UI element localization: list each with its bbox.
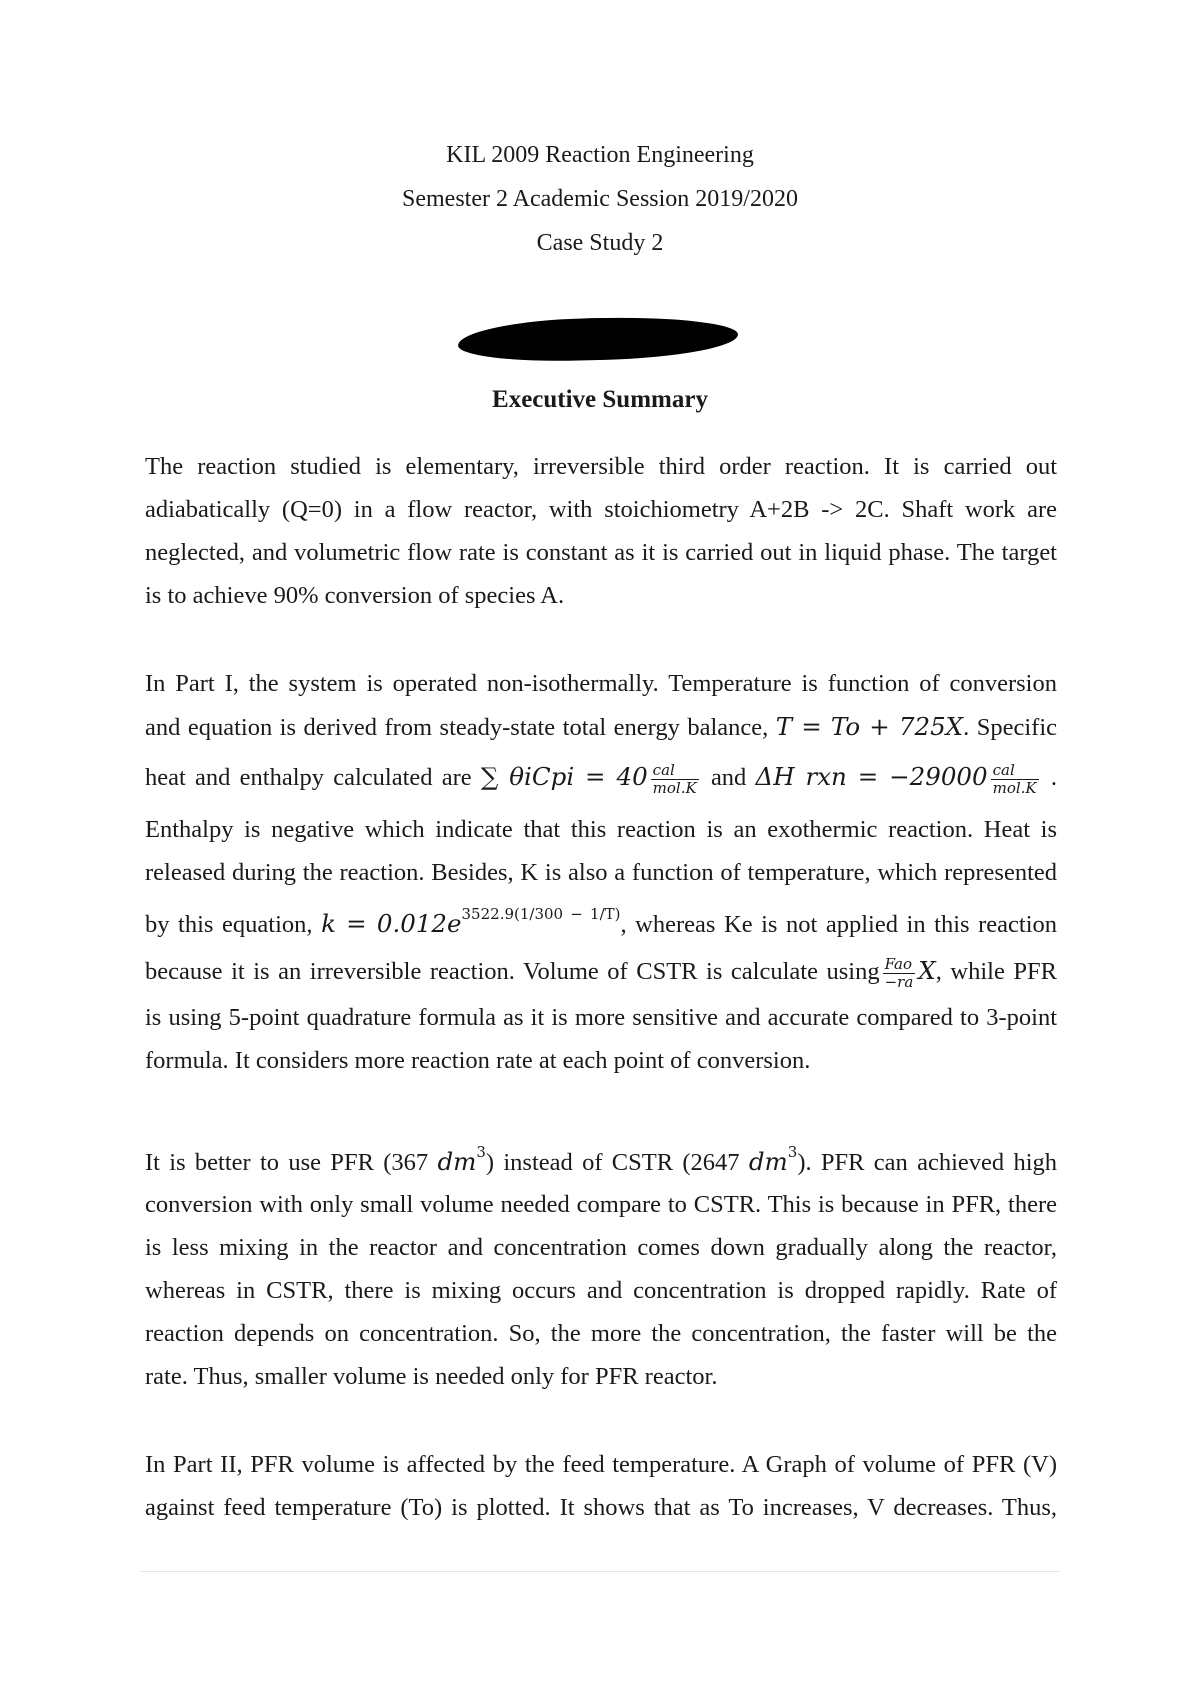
text-line: formula. It considers more reaction rate at each point of conversion. [145, 1047, 811, 1074]
text-line: conversion with only small volume needed compare to CSTR. This is because in PFR, there [145, 1191, 1057, 1218]
text-line [145, 760, 1057, 797]
text-line: is using 5-point quadrature formula as it is more sensitive and accurate compared to 3-point [145, 1004, 1057, 1031]
text-line: In Part II, PFR volume is affected by the feed temperature. A Graph of volume of PFR (V) [145, 1451, 1057, 1478]
text-line: is to achieve 90% conversion of species A. [145, 582, 565, 609]
text-span: ). PFR can achieved high [797, 1149, 1058, 1176]
rate-constant-equation: k = 0.012e [321, 909, 462, 938]
exponent: 3522.9(1/300 − 1/T) [461, 905, 621, 923]
text-span: , whereas Ke is not applied in this reaction [620, 911, 1058, 938]
conversion-symbol: X [918, 956, 936, 985]
exponent: 3 [476, 1143, 486, 1161]
volume-unit: dm [437, 1147, 477, 1176]
text-span: by this equation, [145, 911, 313, 938]
case-study-label: Case Study 2 [536, 230, 664, 256]
text-line: neglected, and volumetric flow rate is constant as it is carried out in liquid phase. The target [145, 539, 1057, 566]
cstr-volume-fraction [883, 956, 916, 991]
fraction-numerator: cal [991, 762, 1039, 780]
fraction-numerator: cal [651, 762, 699, 780]
text-span: It is better to use PFR (367 [145, 1149, 429, 1176]
text-line: Enthalpy is negative which indicate that this reaction is an exothermic reaction. Heat is [145, 816, 1057, 843]
enthalpy-equation: ΔH rxn = −29000 [755, 762, 988, 791]
text-span: and equation is derived from steady-state total energy balance, [145, 714, 769, 741]
fraction-numerator: Fao [883, 956, 916, 974]
text-line [145, 954, 1057, 991]
temperature-equation: T = To + 725X [775, 712, 964, 741]
units-fraction [991, 762, 1039, 797]
text-span: ) instead of CSTR (2647 [485, 1149, 740, 1176]
volume-unit: dm [748, 1147, 788, 1176]
text-span: heat and enthalpy calculated are [145, 764, 472, 791]
course-title: KIL 2009 Reaction Engineering [446, 142, 754, 168]
text-span: and [710, 764, 747, 791]
text-line: reaction depends on concentration. So, the more the concentration, the faster will be the [145, 1320, 1057, 1347]
page-bottom-rule [140, 1571, 1060, 1572]
text-line [145, 907, 1057, 941]
text-line: In Part I, the system is operated non-isothermally. Temperature is function of conversion [145, 670, 1057, 697]
text-line [145, 1145, 1057, 1179]
text-line: adiabatically (Q=0) in a flow reactor, with stoichiometry A+2B -> 2C. Shaft work are [145, 496, 1057, 523]
fraction-denominator: mol.K [992, 778, 1037, 797]
text-line: The reaction studied is elementary, irreversible third order reaction. It is carried out [145, 453, 1057, 480]
text-line [145, 710, 1057, 744]
text-line: released during the reaction. Besides, K is also a function of temperature, which represented [145, 859, 1057, 886]
text-span: . Specific [963, 714, 1057, 741]
text-line: rate. Thus, smaller volume is needed only for PFR reactor. [145, 1363, 718, 1390]
academic-session: Semester 2 Academic Session 2019/2020 [402, 186, 798, 212]
text-line: whereas in CSTR, there is mixing occurs and concentration is dropped rapidly. Rate of [145, 1277, 1057, 1304]
text-span: , while PFR [935, 958, 1057, 985]
executive-summary-heading: Executive Summary [492, 386, 708, 413]
text-line: against feed temperature (To) is plotted. It shows that as To increases, V decreases. Thus, [145, 1494, 1057, 1521]
fraction-denominator: mol.K [652, 778, 697, 797]
exponent: 3 [787, 1143, 798, 1161]
redacted-name-mark [457, 314, 738, 363]
text-line: is less mixing in the reactor and concentration comes down gradually along the reactor, [145, 1234, 1057, 1261]
units-fraction [651, 762, 699, 797]
heat-capacity-equation: ∑ θiCpi = 40 [480, 762, 648, 791]
fraction-denominator: −ra [884, 972, 914, 991]
text-span: . [1050, 764, 1057, 791]
text-span: because it is an irreversible reaction. Volume of CSTR is calculate using [145, 958, 880, 985]
